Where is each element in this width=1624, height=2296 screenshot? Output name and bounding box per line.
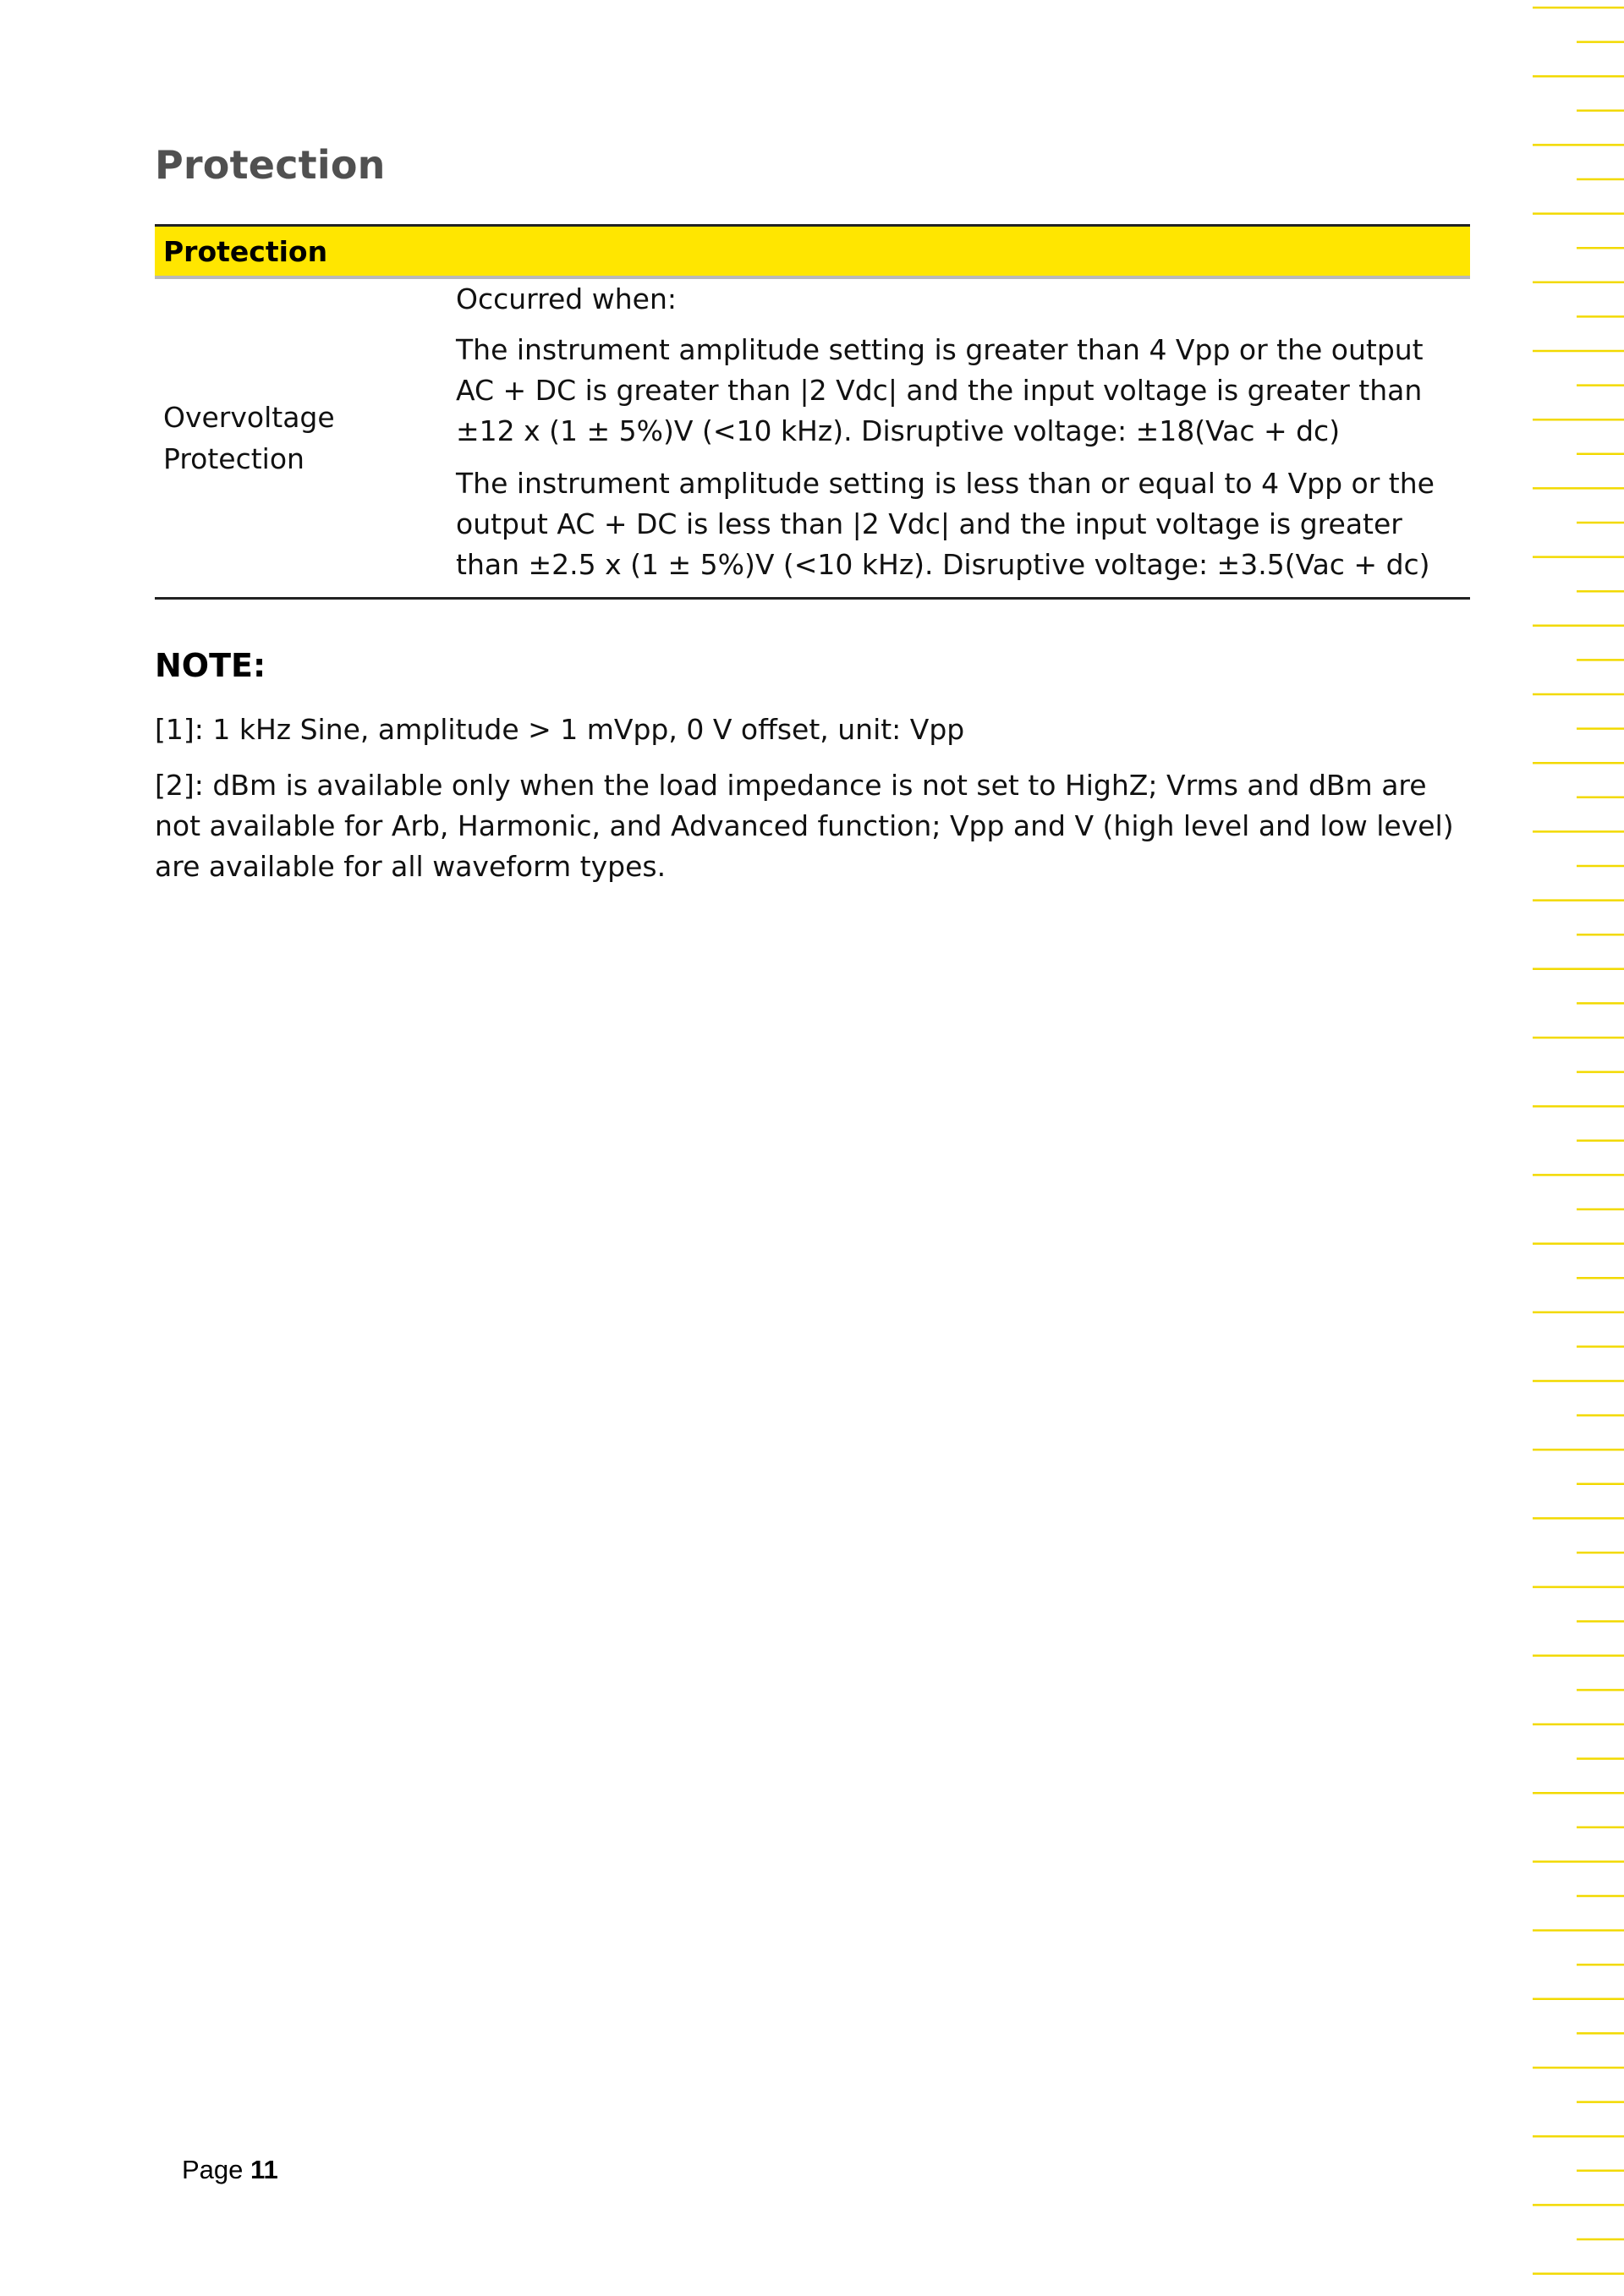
page-title: Protection	[155, 142, 386, 188]
table-header: Protection	[155, 226, 1470, 278]
value-paragraph: The instrument amplitude setting is less than or equal to 4 Vpp or the output AC + DC is less than |2 Vdc| and the input voltage is greater than ±2.5 x (1 ± 5%)V (<10 kHz). Disruptive voltage: ±3.5(Vac + dc)	[456, 467, 1435, 581]
margin-ruler-decoration	[1529, 0, 1624, 2296]
page-number: 11	[250, 2155, 278, 2184]
table-header-row	[155, 226, 1470, 278]
page-label: Page	[182, 2155, 244, 2184]
value-paragraph: Occurred when:	[456, 282, 677, 315]
note-item: [1]: 1 kHz Sine, amplitude > 1 mVpp, 0 V offset, unit: Vpp	[155, 713, 965, 746]
value-paragraph: The instrument amplitude setting is greater than 4 Vpp or the output AC + DC is greater than |2 Vdc| and the input voltage is greater than ±12 x (1 ± 5%)V (<10 kHz). Disruptive voltage: ±18(Vac + dc)	[456, 333, 1424, 447]
value-cell	[456, 277, 1470, 599]
parameter-cell: Overvoltage Protection	[155, 277, 456, 599]
protection-table	[155, 224, 1470, 600]
notes-section	[155, 647, 1470, 902]
page-footer	[182, 2155, 278, 2185]
table-row	[155, 277, 1470, 599]
note-item: [2]: dBm is available only when the load impedance is not set to HighZ; Vrms and dBm are not available for Arb, Harmonic, and Advanced function; Vpp and V (high level and low level) are available for all waveform types.	[155, 769, 1454, 883]
note-title: NOTE:	[155, 647, 266, 684]
